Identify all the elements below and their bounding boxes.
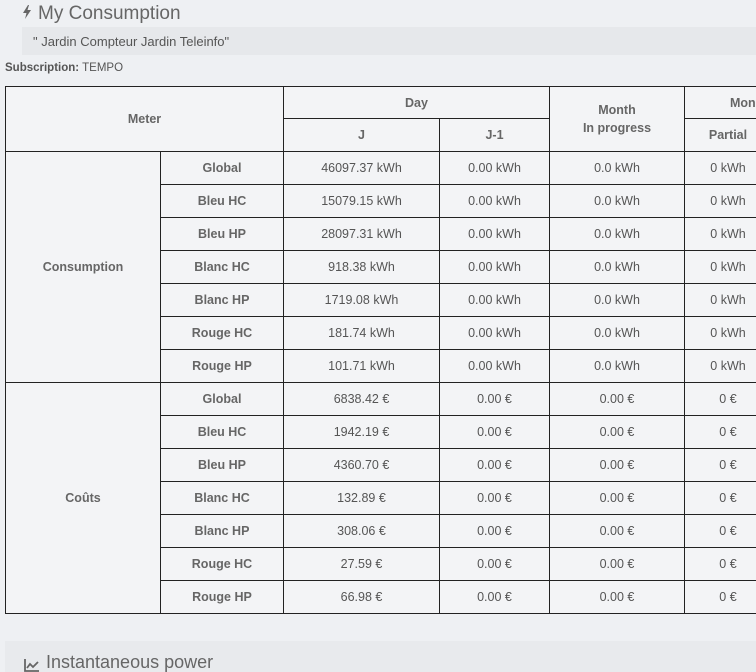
cell-month: 0.0 kWh bbox=[550, 317, 685, 350]
cell-j1: 0.00 € bbox=[440, 416, 550, 449]
cell-partial: 0 € bbox=[685, 383, 756, 416]
cell-j1: 0.00 kWh bbox=[440, 185, 550, 218]
row-label: Rouge HC bbox=[161, 317, 284, 350]
cell-partial: 0 € bbox=[685, 548, 756, 581]
header-month-line1: Month bbox=[598, 103, 636, 117]
row-label: Blanc HP bbox=[161, 515, 284, 548]
cell-month: 0.00 € bbox=[550, 548, 685, 581]
cell-month: 0.00 € bbox=[550, 515, 685, 548]
row-label: Rouge HP bbox=[161, 581, 284, 614]
cell-month: 0.0 kWh bbox=[550, 218, 685, 251]
cell-j: 6838.42 € bbox=[284, 383, 440, 416]
cell-j: 918.38 kWh bbox=[284, 251, 440, 284]
header-day: Day bbox=[284, 87, 550, 119]
row-label: Rouge HC bbox=[161, 548, 284, 581]
cell-month: 0.0 kWh bbox=[550, 185, 685, 218]
cell-partial: 0 € bbox=[685, 581, 756, 614]
cell-month: 0.0 kWh bbox=[550, 284, 685, 317]
cell-month: 0.00 € bbox=[550, 383, 685, 416]
cell-j: 132.89 € bbox=[284, 482, 440, 515]
row-label: Blanc HC bbox=[161, 251, 284, 284]
instantaneous-power-title: Instantaneous power bbox=[46, 652, 214, 672]
cell-j: 1942.19 € bbox=[284, 416, 440, 449]
cell-j: 308.06 € bbox=[284, 515, 440, 548]
group-label: Consumption bbox=[6, 152, 161, 383]
cell-j1: 0.00 € bbox=[440, 383, 550, 416]
row-label: Rouge HP bbox=[161, 350, 284, 383]
row-label: Bleu HC bbox=[161, 416, 284, 449]
cell-j1: 0.00 € bbox=[440, 515, 550, 548]
panel-title: My Consumption bbox=[38, 3, 181, 24]
row-label: Global bbox=[161, 152, 284, 185]
row-label: Blanc HC bbox=[161, 482, 284, 515]
header-month bbox=[550, 87, 685, 152]
cell-j: 46097.37 kWh bbox=[284, 152, 440, 185]
header-j1: J-1 bbox=[440, 119, 550, 152]
cell-j1: 0.00 € bbox=[440, 548, 550, 581]
subscription-label: Subscription: bbox=[5, 62, 80, 74]
cell-j: 1719.08 kWh bbox=[284, 284, 440, 317]
cell-month: 0.00 € bbox=[550, 482, 685, 515]
cell-partial: 0 kWh bbox=[685, 284, 756, 317]
row-label: Global bbox=[161, 383, 284, 416]
cell-j1: 0.00 kWh bbox=[440, 152, 550, 185]
header-mon: Mon bbox=[685, 87, 756, 119]
cell-month: 0.00 € bbox=[550, 416, 685, 449]
cell-partial: 0 € bbox=[685, 449, 756, 482]
cell-partial: 0 kWh bbox=[685, 218, 756, 251]
bolt-icon bbox=[22, 5, 36, 23]
table-row bbox=[6, 152, 756, 185]
cell-month: 0.00 € bbox=[550, 581, 685, 614]
cell-j1: 0.00 kWh bbox=[440, 218, 550, 251]
header-meter: Meter bbox=[6, 87, 284, 152]
cell-partial: 0 € bbox=[685, 416, 756, 449]
cell-j: 27.59 € bbox=[284, 548, 440, 581]
line-chart-icon bbox=[24, 656, 42, 670]
subscription bbox=[5, 62, 123, 74]
cell-j1: 0.00 € bbox=[440, 581, 550, 614]
header-month-line2: In progress bbox=[582, 121, 652, 135]
row-label: Blanc HP bbox=[161, 284, 284, 317]
cell-month: 0.0 kWh bbox=[550, 152, 685, 185]
row-label: Bleu HC bbox=[161, 185, 284, 218]
cell-month: 0.0 kWh bbox=[550, 251, 685, 284]
cell-partial: 0 € bbox=[685, 515, 756, 548]
cell-j: 181.74 kWh bbox=[284, 317, 440, 350]
cell-partial: 0 kWh bbox=[685, 185, 756, 218]
cell-j1: 0.00 kWh bbox=[440, 350, 550, 383]
cell-month: 0.00 € bbox=[550, 449, 685, 482]
device-name bbox=[22, 27, 756, 55]
meter-table bbox=[5, 86, 756, 614]
header-partial: Partial bbox=[685, 119, 756, 152]
cell-j1: 0.00 kWh bbox=[440, 251, 550, 284]
cell-partial: 0 kWh bbox=[685, 350, 756, 383]
instantaneous-power-header bbox=[24, 652, 213, 672]
cell-j: 66.98 € bbox=[284, 581, 440, 614]
cell-j1: 0.00 € bbox=[440, 449, 550, 482]
cell-partial: 0 kWh bbox=[685, 152, 756, 185]
cell-j: 28097.31 kWh bbox=[284, 218, 440, 251]
subscription-value: TEMPO bbox=[82, 62, 124, 74]
cell-j: 15079.15 kWh bbox=[284, 185, 440, 218]
row-label: Bleu HP bbox=[161, 218, 284, 251]
cell-partial: 0 kWh bbox=[685, 317, 756, 350]
cell-j1: 0.00 € bbox=[440, 482, 550, 515]
cell-j: 4360.70 € bbox=[284, 449, 440, 482]
cell-j1: 0.00 kWh bbox=[440, 284, 550, 317]
panel-header bbox=[22, 2, 181, 26]
device-name-text: " Jardin Compteur Jardin Teleinfo" bbox=[33, 33, 230, 49]
cell-partial: 0 kWh bbox=[685, 251, 756, 284]
cell-j: 101.71 kWh bbox=[284, 350, 440, 383]
cell-partial: 0 € bbox=[685, 482, 756, 515]
header-j: J bbox=[284, 119, 440, 152]
group-label: Coûts bbox=[6, 383, 161, 614]
cell-month: 0.0 kWh bbox=[550, 350, 685, 383]
row-label: Bleu HP bbox=[161, 449, 284, 482]
table-row bbox=[6, 383, 756, 416]
cell-j1: 0.00 kWh bbox=[440, 317, 550, 350]
